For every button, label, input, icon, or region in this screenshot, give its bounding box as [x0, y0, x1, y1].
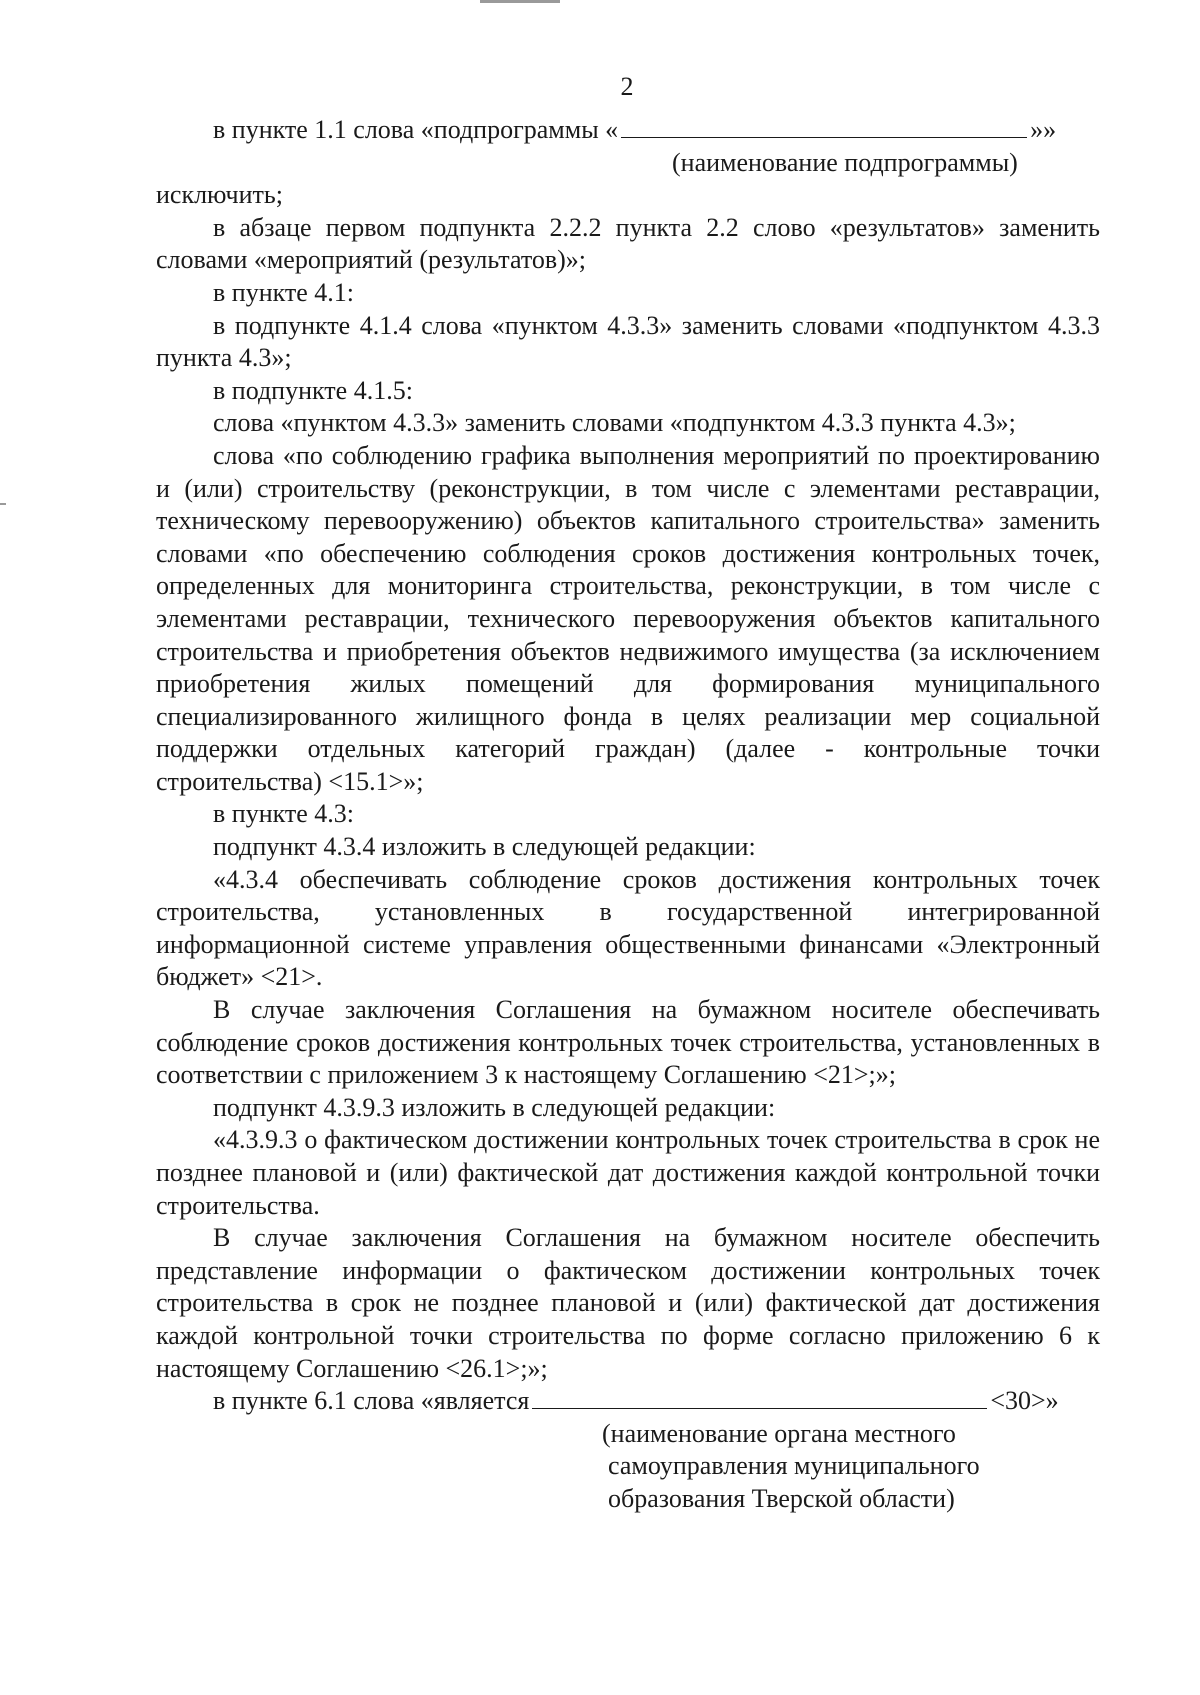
amendment-line-1 — [156, 114, 1100, 147]
paragraph: подпункт 4.3.9.3 изложить в следующей редакции: — [213, 1092, 776, 1122]
fill-in-blank — [621, 136, 1027, 138]
amendment-line-6-1 — [156, 1385, 1100, 1418]
caption-line: (наименование органа местного — [602, 1418, 956, 1448]
caption-line: самоуправления муниципального — [608, 1451, 980, 1481]
paragraph-list — [156, 179, 1100, 1385]
blank-caption: (наименование подпрограммы) — [672, 147, 1018, 177]
page-number: 2 — [620, 72, 634, 101]
paragraph: слова «по соблюдению графика выполнения мероприятий по проектированию и (или) строительству (реконструкции, в том числе с элементами реставрации, техническому перевооружению) объектов капитального строительства» заменить словами «по обеспечению соблюдения сроков достижения контрольных точек, определенных для мониторинга строительства, реконструкции, в том числе с элементами реставрации, технического перевооружения объектов капитального строительства и приобретения объектов недвижимого имущества (за исключением приобретения жилых помещений для формирования муниципального специализированного жилищного фонда в целях реализации мер социальной поддержки отдельных категорий граждан) (далее - контрольные точки строительства) <15.1>»; — [156, 440, 1100, 796]
paragraph: В случае заключения Соглашения на бумажном носителе обеспечивать соблюдение сроков достижения контрольных точек строительства, установленных в соответствии с приложением 3 к настоящему Соглашению <21>;»; — [156, 995, 1100, 1090]
paragraph: «4.3.4 обеспечивать соблюдение сроков достижения контрольных точек строительства, установленных в государственной интегрированной информационной системе управления общественными финансами «Электронный бюджет» <21>. — [156, 864, 1100, 992]
paragraph: исключить; — [156, 180, 283, 210]
document-body — [156, 114, 1100, 1516]
line1-suffix: »» — [1030, 115, 1057, 144]
caption-line: образования Тверской области) — [608, 1483, 955, 1513]
scan-mark-left — [0, 503, 6, 505]
scan-mark-top — [480, 0, 560, 3]
paragraph: в абзаце первом подпункта 2.2.2 пункта 2.2 слово «результатов» заменить словами «мероприятий (результатов)»; — [156, 212, 1100, 275]
organ-caption — [156, 1418, 1100, 1516]
fill-in-blank — [532, 1407, 987, 1409]
last-line-prefix: в пункте 6.1 слова «является — [213, 1386, 530, 1416]
paragraph: подпункт 4.3.4 изложить в следующей редакции: — [213, 832, 756, 862]
line1-prefix: в пункте 1.1 слова «подпрограммы « — [213, 115, 619, 144]
paragraph: «4.3.9.3 о фактическом достижении контрольных точек строительства в срок не позднее плановой и (или) фактической дат достижения каждой контрольной точки строительства. — [156, 1125, 1100, 1220]
paragraph: в пункте 4.3: — [213, 799, 355, 829]
paragraph: в подпункте 4.1.5: — [213, 375, 413, 405]
last-line-suffix: <30>» — [990, 1386, 1059, 1416]
paragraph: в подпункте 4.1.4 слова «пунктом 4.3.3» заменить словами «подпунктом 4.3.3 пункта 4.3»; — [156, 310, 1100, 373]
paragraph: В случае заключения Соглашения на бумажном носителе обеспечить представление информации о фактическом достижении контрольных точек строительства в срок не позднее плановой и (или) фактической дат достижения каждой контрольной точки строительства по форме согласно приложению 6 к настоящему Соглашению <26.1>;»; — [156, 1223, 1100, 1383]
paragraph: слова «пунктом 4.3.3» заменить словами «подпунктом 4.3.3 пункта 4.3»; — [213, 408, 1016, 438]
paragraph: в пункте 4.1: — [213, 277, 355, 307]
